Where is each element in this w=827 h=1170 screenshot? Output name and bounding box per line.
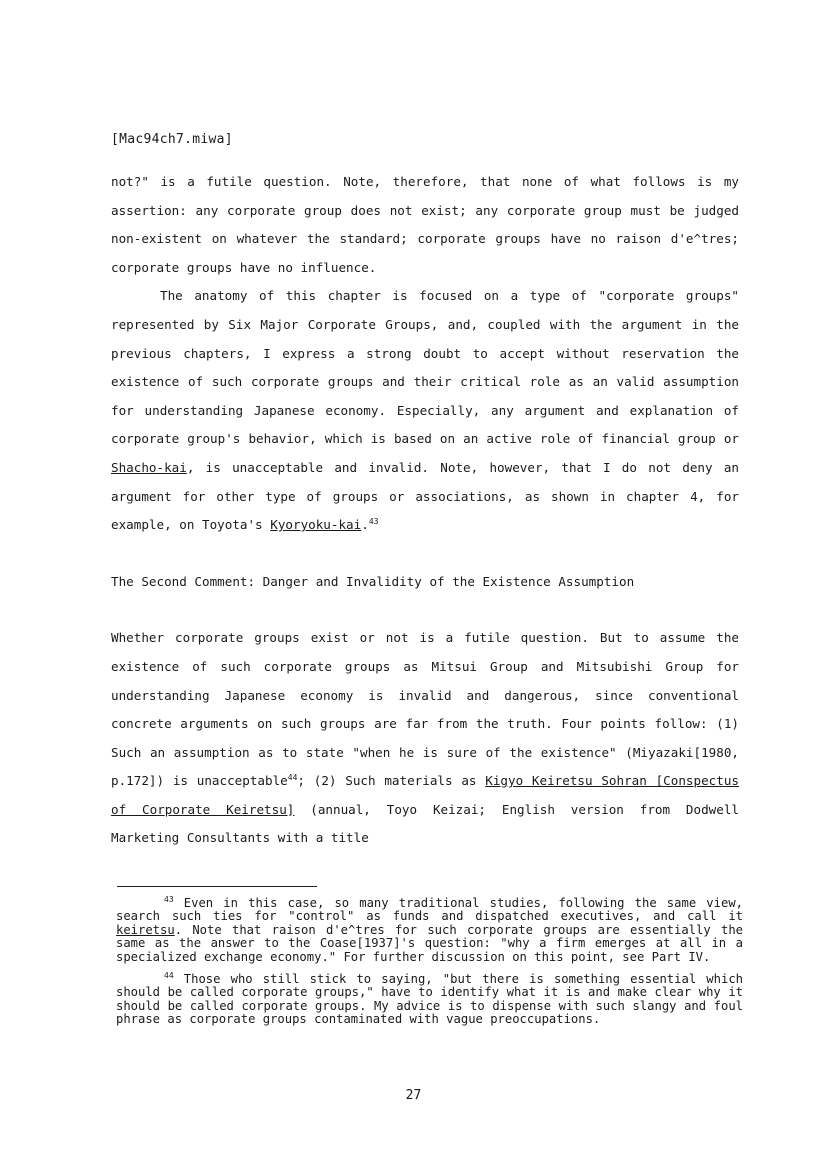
kigyo-keiretsu-title: Kigyo Keiretsu Sohran [Conspectus of Corporate Keiretsu] xyxy=(111,773,739,817)
footnote-separator xyxy=(117,886,317,887)
keiretsu-term: keiretsu xyxy=(116,922,175,937)
paragraph-second-comment-text-c: (annual, Toyo Keizai; English version from Dodwell Marketing Consultants with a title xyxy=(111,801,740,846)
footnote-ref-43: 43 xyxy=(368,516,379,526)
footnote-44-text: Those who still stick to saying, "but there is something essential which should be called corporate groups," have to identify what it is and make clear why it should be called corporate groups. My advice is to dispense with such slangy and foul phrase as corporate groups contaminated with vague preoccupations. xyxy=(116,972,743,1027)
paragraph-second-comment-text-a: Whether corporate groups exist or not is a futile question. But to assume the existence of such corporate groups as Mitsui Group and Mitsubishi Group for understanding Japanese economy is invalid and dangerous, since conventional concrete arguments on such groups are far from the truth. Four points follow: (1) Such an assumption as to state "when he is sure of the existence" (Miyazaki[1980, p.172]) is unacceptable xyxy=(111,630,739,789)
footnote-44 xyxy=(116,970,743,1027)
footnote-ref-44: 44 xyxy=(287,773,298,783)
footnote-43-text-b: . Note that raison d'e^tres for such corporate groups are essentially the same as the answer to the Coase[1937]'s question: "why a firm emerges at all in a specialized exchange economy." For further discussion on this point, see Part IV. xyxy=(116,922,743,964)
kyoryoku-kai-term: Kyoryoku-kai xyxy=(270,517,362,533)
paragraph-anatomy-text-a: The anatomy of this chapter is focused on a type of "corporate groups" represented by Six Major Corporate Groups, and, coupled with the argument in the previous chapters, I express a strong doubt to accept without reservation the existence of such corporate groups and their critical role as an valid assumption for understanding Japanese economy. Especially, any argument and explanation of corporate group's behavior, which is based on an active role of financial group or xyxy=(111,288,739,447)
footnote-43 xyxy=(116,894,743,964)
paragraph-second-comment xyxy=(111,624,739,853)
paragraph-continued: not?" is a futile question. Note, therefore, that none of what follows is my assertion: any corporate group does not exist; any corporate group must be judged non-existent on whatever the standard; corporate groups have no raison d'e^tres; corporate groups have no influence. xyxy=(111,174,739,275)
shacho-kai-term: Shacho-kai xyxy=(111,459,187,475)
body-text xyxy=(111,168,739,853)
paragraph-anatomy-text-c: . xyxy=(361,517,369,533)
paragraph-anatomy xyxy=(111,282,739,539)
footnote-44-mark: 44 xyxy=(164,970,174,980)
page-number: 27 xyxy=(405,1088,422,1103)
footnote-43-text-a: Even in this case, so many traditional studies, following the same view, search such ties for "control" as funds and dispatched executives, and call it xyxy=(116,896,743,924)
paragraph-second-comment-text-b: ; (2) Such materials as xyxy=(297,773,486,789)
footnote-43-mark: 43 xyxy=(164,894,174,904)
paragraph-anatomy-text-b: , is unacceptable and invalid. Note, however, that I do not deny an argument for other type of groups or associations, as shown in chapter 4, for example, on Toyota's xyxy=(111,459,739,533)
footnotes xyxy=(116,894,743,1036)
section-heading: The Second Comment: Danger and Invalidity of the Existence Assumption xyxy=(111,573,635,589)
file-identifier: [Mac94ch7.miwa] xyxy=(111,132,233,147)
